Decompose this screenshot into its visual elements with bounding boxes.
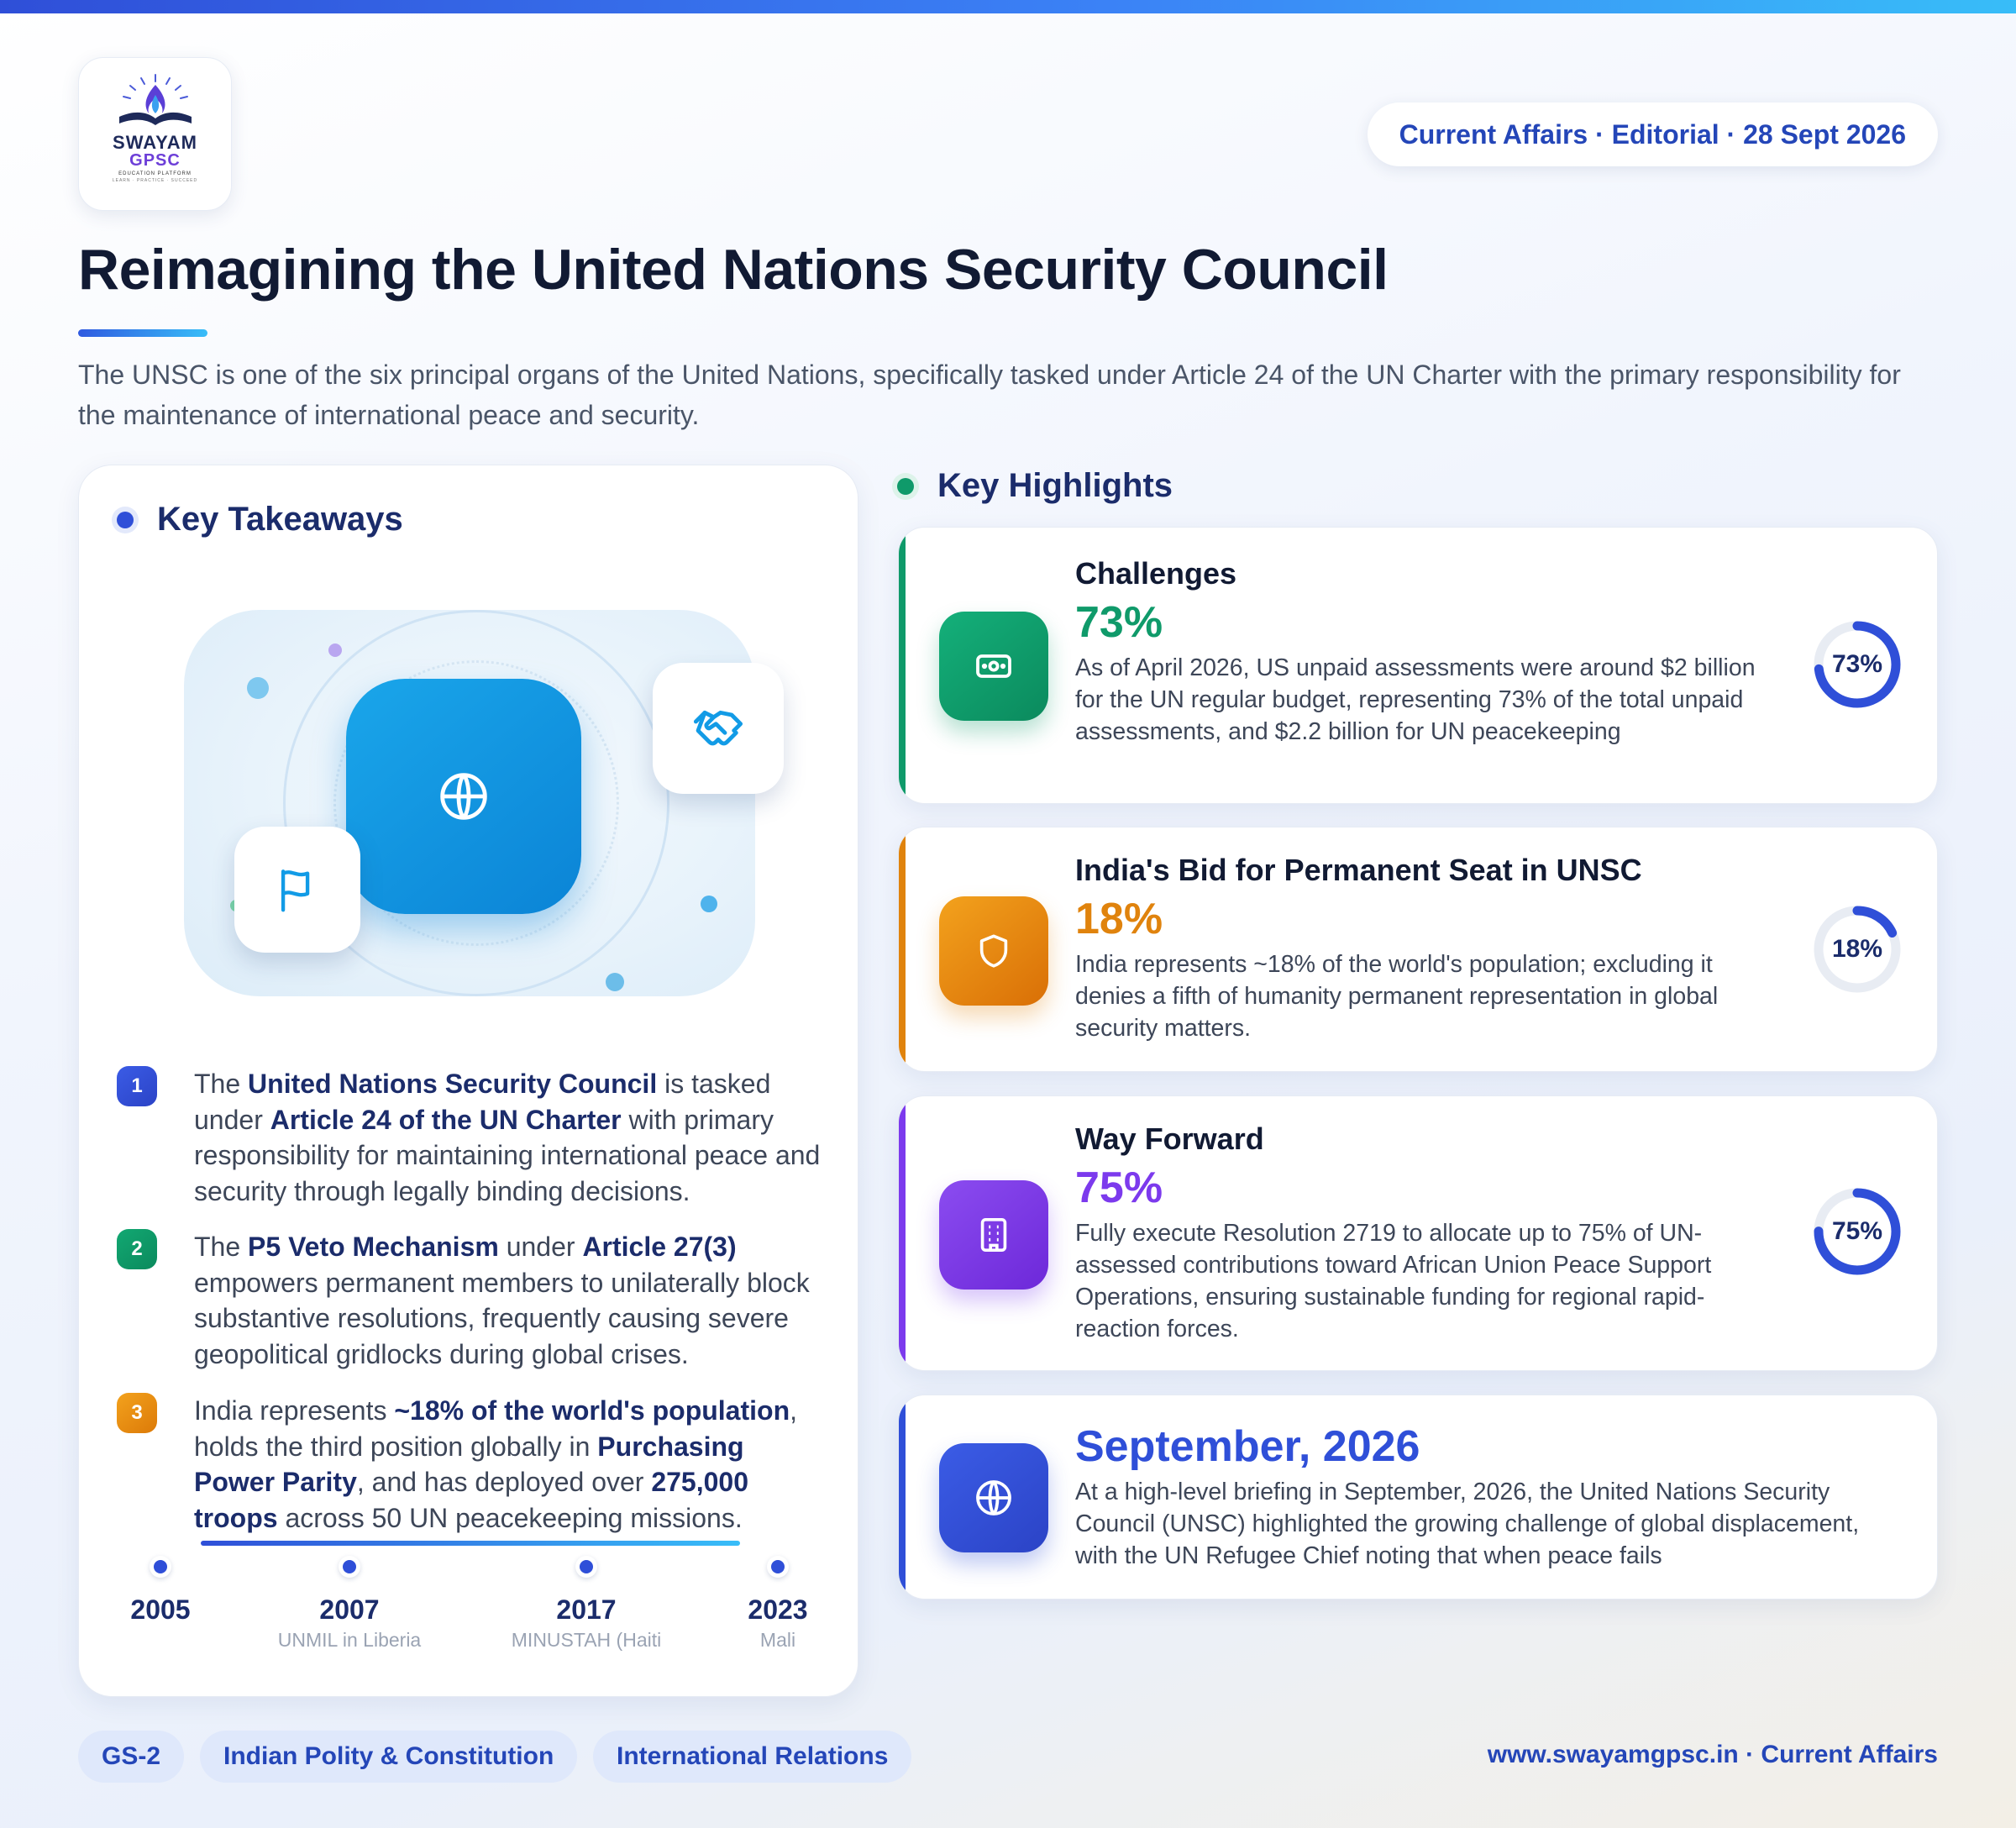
timeline-label: Mali: [759, 1629, 796, 1651]
percent-ring-label: 73%: [1831, 650, 1883, 678]
card-icon-tile: [939, 1443, 1048, 1552]
timeline-node: [265, 1556, 433, 1652]
timeline-node: [502, 1556, 670, 1652]
key-takeaways-heading: [117, 501, 403, 538]
card-description: India represents ~18% of the world's population; excluding it denies a fifth of humanity permanent representation in global security matters.: [1075, 951, 1719, 1042]
card-icon-tile: [939, 1180, 1048, 1290]
tag-polity[interactable]: Indian Polity & Constitution: [200, 1731, 577, 1783]
hero-illustration: [184, 610, 755, 996]
card-icon-tile: [939, 896, 1048, 1006]
card-accent: [899, 528, 906, 803]
tag-international-relations[interactable]: International Relations: [593, 1731, 911, 1783]
brand-sub: GPSC: [129, 151, 181, 170]
timeline-dot: [339, 1556, 360, 1578]
brand-motto: LEARN · PRACTICE · SUCCEED: [112, 178, 198, 183]
card-title: Challenges: [1075, 556, 1237, 591]
timeline: [79, 1541, 859, 1667]
takeaway-number: 1: [117, 1066, 157, 1106]
highlight-card-way-forward: [898, 1095, 1938, 1371]
takeaway-number: 2: [117, 1229, 157, 1269]
timeline-dot: [575, 1556, 597, 1578]
brand-tagline: EDUCATION PLATFORM: [118, 171, 192, 176]
title-underline: [78, 329, 207, 337]
money-icon: [974, 646, 1014, 686]
card-stat: 75%: [1075, 1164, 1163, 1212]
tag-gs2[interactable]: GS-2: [78, 1731, 184, 1783]
bubble: [606, 973, 624, 991]
percent-ring-label: 75%: [1831, 1217, 1883, 1245]
timeline-dot: [767, 1556, 789, 1578]
card-description: Fully execute Resolution 2719 to allocate up to 75% of UN-assessed contributions toward African Union Peace Support Operations, ensuring sustainable funding for regional rapid-reaction forces.: [1075, 1220, 1712, 1342]
page-title: Reimagining the United Nations Security Council: [78, 238, 1389, 302]
timeline-label: MINUSTAH (Haiti: [511, 1629, 662, 1651]
timeline-year: 2023: [748, 1594, 808, 1625]
percent-ring-label: 18%: [1831, 935, 1883, 963]
flag-icon: [273, 865, 322, 914]
key-highlights-label: Key Highlights: [937, 467, 1173, 504]
book-flame-icon: [109, 73, 202, 132]
globe-icon: [974, 1478, 1014, 1518]
handshake-icon: [691, 701, 745, 755]
building-icon: [974, 1216, 1013, 1254]
card-body: [1075, 1421, 1907, 1572]
card-description: As of April 2026, US unpaid assessments were around $2 billion for the UN regular budget, representing 73% of the total unpaid assessments, and $2.2 billion for UN peacekeeping: [1075, 654, 1756, 745]
card-title: India's Bid for Permanent Seat in UNSC: [1075, 853, 1642, 887]
card-body: [1075, 1121, 1764, 1345]
highlight-card-september: [898, 1395, 1938, 1600]
brand-name: SWAYAM: [113, 132, 197, 153]
timeline-year: 2007: [319, 1594, 380, 1625]
card-stat: 18%: [1075, 895, 1163, 943]
top-accent-bar: [0, 0, 2016, 13]
bubble: [247, 677, 269, 699]
timeline-year: 2017: [556, 1594, 617, 1625]
key-highlights-heading: [897, 467, 1173, 505]
card-icon-tile: [939, 612, 1048, 721]
bullet-dot: [897, 478, 914, 495]
key-takeaways-label: Key Takeaways: [157, 501, 403, 538]
globe-tile: [346, 679, 581, 914]
card-title: Way Forward: [1075, 1121, 1264, 1156]
takeaway-text: The P5 Veto Mechanism under Article 27(3) empowers permanent members to unilaterally block substantive resolutions, frequently causing severe geopolitical gridlocks during global crises.: [194, 1232, 810, 1369]
card-stat: September, 2026: [1075, 1422, 1420, 1471]
timeline-line: [201, 1541, 740, 1546]
percent-ring: [1811, 618, 1903, 711]
percent-ring: [1811, 903, 1903, 995]
flag-tile: [234, 827, 360, 953]
takeaway-item-1: [117, 1066, 822, 1209]
globe-icon: [437, 770, 491, 823]
timeline-year: 2005: [130, 1594, 191, 1625]
timeline-label: UNMIL in Liberia: [277, 1629, 422, 1651]
key-takeaways-card: [78, 465, 858, 1697]
card-accent: [899, 827, 906, 1071]
takeaway-number: 3: [117, 1393, 157, 1433]
takeaway-item-2: [117, 1229, 822, 1372]
bubble: [328, 643, 342, 657]
card-accent: [899, 1096, 906, 1370]
shield-icon: [974, 932, 1013, 970]
highlight-card-india-bid: [898, 827, 1938, 1072]
highlight-card-challenges: [898, 527, 1938, 804]
card-body: [1075, 556, 1764, 748]
takeaway-text: India represents ~18% of the world's population, holds the third position globally in Purchasing Power Parity, and has deployed over 275,000 troops across 50 UN peacekeeping missions.: [194, 1395, 797, 1533]
handshake-tile: [653, 663, 784, 794]
card-stat: 73%: [1075, 598, 1163, 647]
card-body: [1075, 853, 1764, 1044]
timeline-node: [76, 1556, 244, 1629]
timeline-node: [694, 1556, 862, 1652]
date-pill: Current Affairs · Editorial · 28 Sept 2026: [1368, 102, 1938, 166]
brand-logo[interactable]: [78, 57, 232, 211]
bubble: [701, 896, 717, 912]
intro-text: The UNSC is one of the six principal organs of the United Nations, specifically tasked under Article 24 of the UN Charter with the primary responsibility for the maintenance of international peace and security.: [78, 360, 1901, 430]
takeaway-item-3: [117, 1393, 822, 1536]
bullet-dot: [117, 512, 134, 528]
card-description: At a high-level briefing in September, 2026, the United Nations Security Council (UNSC) highlighted the growing challenge of global displacement, with the UN Refugee Chief noting that when peace fails: [1075, 1479, 1860, 1569]
card-accent: [899, 1395, 906, 1599]
footer-website[interactable]: www.swayamgpsc.in · Current Affairs: [1487, 1741, 1938, 1768]
timeline-dot: [150, 1556, 171, 1578]
percent-ring: [1811, 1185, 1903, 1278]
takeaway-text: The United Nations Security Council is tasked under Article 24 of the UN Charter with primary responsibility for maintaining international peace and security through legally binding decisions.: [194, 1069, 821, 1206]
